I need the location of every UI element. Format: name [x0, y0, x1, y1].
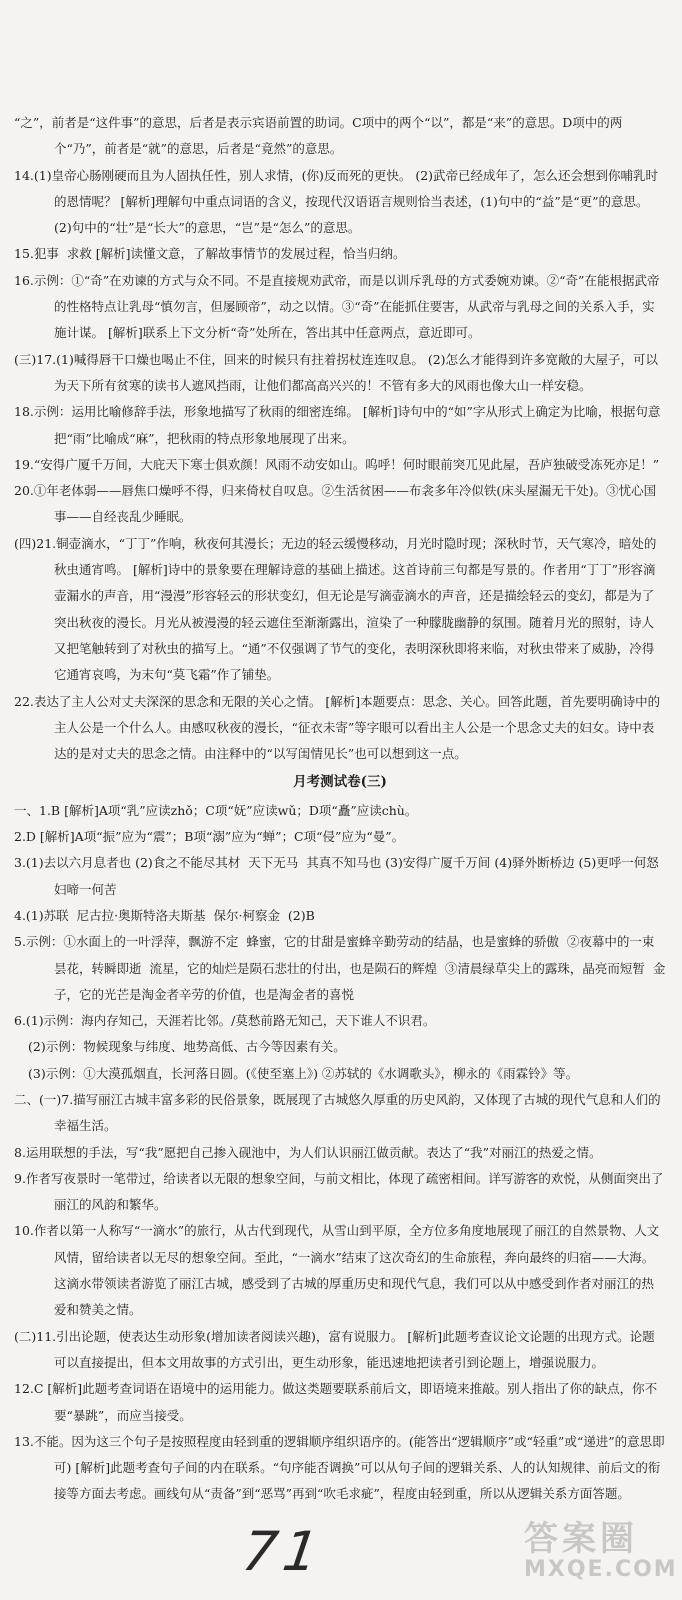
answer-line: 3.(1)去以六月息者也 (2)食之不能尽其材 天下无马 其真不知马也 (3)安得广厦千万间 (4)驿外断桥边 (5)更呼一何怒 妇啼一何苦 — [14, 855, 667, 897]
section-title: 月考测试卷(三) — [293, 774, 387, 791]
answer-line: (2)示例：物候现象与纬度、地势高低、古今等因素有关。 — [28, 1039, 346, 1055]
answer-line: 19.“安得广厦千万间，大庇天下寒士俱欢颜！风雨不动安如山。呜呼！何时眼前突兀见此屋，吾庐独破受冻死亦足！” — [14, 456, 660, 472]
answer-line: 15.犯事 求救 [解析]读懂文意，了解故事情节的发展过程，恰当归纳。 — [14, 246, 406, 262]
answer-line: 2.D [解析]A项“振”应为“震”；B项“溺”应为“蝉”；C项“侵”应为“曼”。 — [14, 829, 405, 845]
answer-line: (3)示例：①大漠孤烟直，长河落日圆。(《使至塞上》) ②苏轼的《水调歌头》，柳永的《雨霖铃》等。 — [28, 1065, 579, 1081]
answer-line: 12.C [解析]此题考查词语在语境中的运用能力。做这类题要联系前后文，即语境来推敲。别人指出了你的缺点，你不要“暴跳”，而应当接受。 — [14, 1381, 658, 1423]
watermark-url: MXQE.COM — [524, 1557, 678, 1582]
answer-line: 9.作者写夜景时一笔带过，给读者以无限的想象空间，与前文相比，体现了疏密相间。详写游客的欢悦，从侧面突出了丽江的风韵和繁华。 — [14, 1170, 664, 1213]
answer-line: 16.示例：①“奇”在劝谏的方式与众不同。不是直接规劝武帝，而是以训斥乳母的方式委婉劝谏。②“奇”在能根据武帝的性格特点让乳母“慎勿言，但屡顾帝”，动之以情。③“奇”在能抓住要害，从武帝与乳母之间的关系入手，实施计谋。 [解析]联系上下文分析“奇”处所在，答出其中任意两点，意近即可。 — [14, 272, 660, 341]
answer-line: 20.①年老体弱——唇焦口燥呼不得，归来倚杖自叹息。②生活贫困——布衾多年冷似铁(床头屋漏无干处)。③忧心国事——自经丧乱少睡眠。 — [14, 483, 657, 525]
answer-line: 22.表达了主人公对丈夫深深的思念和无限的关心之情。 [解析]本题要点：思念、关心。回答此题，首先要明确诗中的主人公是一个什么人。由感叹秋夜的漫长，“征衣未寄”等字眼可以看出主人公是一个思念丈夫的妇女。诗中表达的是对丈夫的思念之情。由注释中的“以写闺情见长”也可以想到这一点。 — [14, 693, 661, 762]
answer-line: 6.(1)示例：海内存知己，天涯若比邻。/莫愁前路无知己，天下谁人不识君。 — [14, 1013, 436, 1029]
answer-text-body — [14, 110, 666, 1508]
answer-line: “之”，前者是“这件事”的意思，后者是表示宾语前置的助词。C项中的两个“以”，都是“来”的意思。D项中的两个“乃”，前者是“就”的意思，后者是“竟然”的意思。 — [14, 115, 623, 157]
answer-line: 18.示例：运用比喻修辞手法，形象地描写了秋雨的细密连绵。 [解析]诗句中的“如”字从形式上确定为比喻，根据句意把“雨”比喻成“麻”，把秋雨的特点形象地展现了出来。 — [14, 404, 661, 446]
watermark-logo — [524, 1519, 678, 1590]
answer-line: (四)21.铜壶滴水，“丁丁”作响，秋夜何其漫长；无边的轻云缓慢移动，月光时隐时现；深秋时节，天气寒冷，暗处的秋虫通宵鸣。 [解析]诗中的景象要在理解诗意的基础上描述。这首诗前三句都是写景的。作者用“丁丁”形容滴壶漏水的声音，用“漫漫”形容轻云的形状变幻，但无论是写滴壶滴水的声音，还是描绘轻云的变幻，都是为了突出秋夜的漫长。月光从被漫漫的轻云遮住至渐渐露出，渲染了一种朦胧幽静的氛围。随着月光的照射，诗人又把笔触转到了对秋虫的描写上。“通”不仅强调了节气的变化，表明深秋即将来临，对秋虫带来了威胁，冷得它通宵哀鸣，为末句“莫飞霜”作了铺垫。 — [14, 535, 657, 683]
answer-line: 4.(1)苏联 尼古拉·奥斯特洛夫斯基 保尔·柯察金 (2)B — [14, 907, 315, 923]
handwritten-page-number: 71 — [238, 1520, 329, 1583]
answer-line: 14.(1)皇帝心肠刚硬而且为人固执任性，别人求情，(你)反而死的更快。 (2)武帝已经成年了，怎么还会想到你哺乳时的恩情呢？ [解析]理解句中重点词语的含义，按现代汉语语言规则恰当表述，(1)句中的“益”是“更”的意思。(2)句中的“壮”是“长大”的意思，“岂”是“怎么”的意思。 — [14, 167, 659, 236]
watermark-text: 答案圈 — [524, 1519, 638, 1559]
answer-line: (二)11.引出论题，使表达生动形象(增加读者阅读兴趣)，富有说服力。 [解析]此题考查议论文论题的出现方式。论题可以直接提出，但本文用故事的方式引出，更生动形象，能迅速地把读者引到论题上，增强说服力。 — [14, 1328, 655, 1370]
answer-line: 5.示例：①水面上的一叶浮萍，飘游不定 蜂蜜，它的甘甜是蜜蜂辛勤劳动的结晶，也是蜜蜂的骄傲 ②夜幕中的一束昙花，转瞬即逝 流星，它的灿烂是陨石悲壮的付出，也是陨石的辉煌 ③清晨绿草尖上的露珠，晶亮而短暂 金子，它的光芒是淘金者辛劳的价值，也是淘金者的喜悦 — [14, 934, 666, 1002]
answer-line: (三)17.(1)喊得唇干口燥也喝止不住，回来的时候只有拄着拐杖连连叹息。 (2)怎么才能得到许多宽敞的大屋子，可以为天下所有贫寒的读书人遮风挡雨，让他们都高高兴兴的！不管有多大的风雨也像大山一样安稳。 — [14, 351, 659, 393]
answer-line: 一、1.B [解析]A项“乳”应读zhǒ；C项“妩”应读wǔ；D项“矗”应读chù。 — [14, 802, 418, 818]
answer-line: 10.作者以第一人称写“一滴水”的旅行，从古代到现代，从雪山到平原，全方位多角度地展现了丽江的自然景物、人文风情，留给读者以无尽的想象空间。至此，“一滴水”结束了这次奇幻的生命旅程，奔向最终的归宿——大海。这滴水带领读者游览了丽江古城，感受到了古城的厚重历史和现代气息，我们可以从中感受到作者对丽江的热爱和赞美之情。 — [14, 1223, 660, 1318]
answer-line: 13.不能。因为这三个句子是按照程度由轻到重的逻辑顺序组织语序的。(能答出“逻辑顺序”或“轻重”或“递进”的意思即可) [解析]此题考查句子间的内在联系。“句序能否调换”可以从句子间的逻辑关系、人的认知规律、前后文的衔接等方面去考虑。画线句从“责备”到“恶骂”再到“吹毛求疵”，程度由轻到重，所以从逻辑关系方面答题。 — [14, 1433, 665, 1502]
answer-line: 二、(一)7.描写丽江古城丰富多彩的民俗景象，既展现了古城悠久厚重的历史风韵，又体现了古城的现代气息和人们的幸福生活。 — [14, 1091, 661, 1134]
answer-line: 8.运用联想的手法，写“我”愿把自己掺入砚池中，为人们认识丽江做贡献。表达了“我”对丽江的热爱之情。 — [14, 1144, 602, 1160]
